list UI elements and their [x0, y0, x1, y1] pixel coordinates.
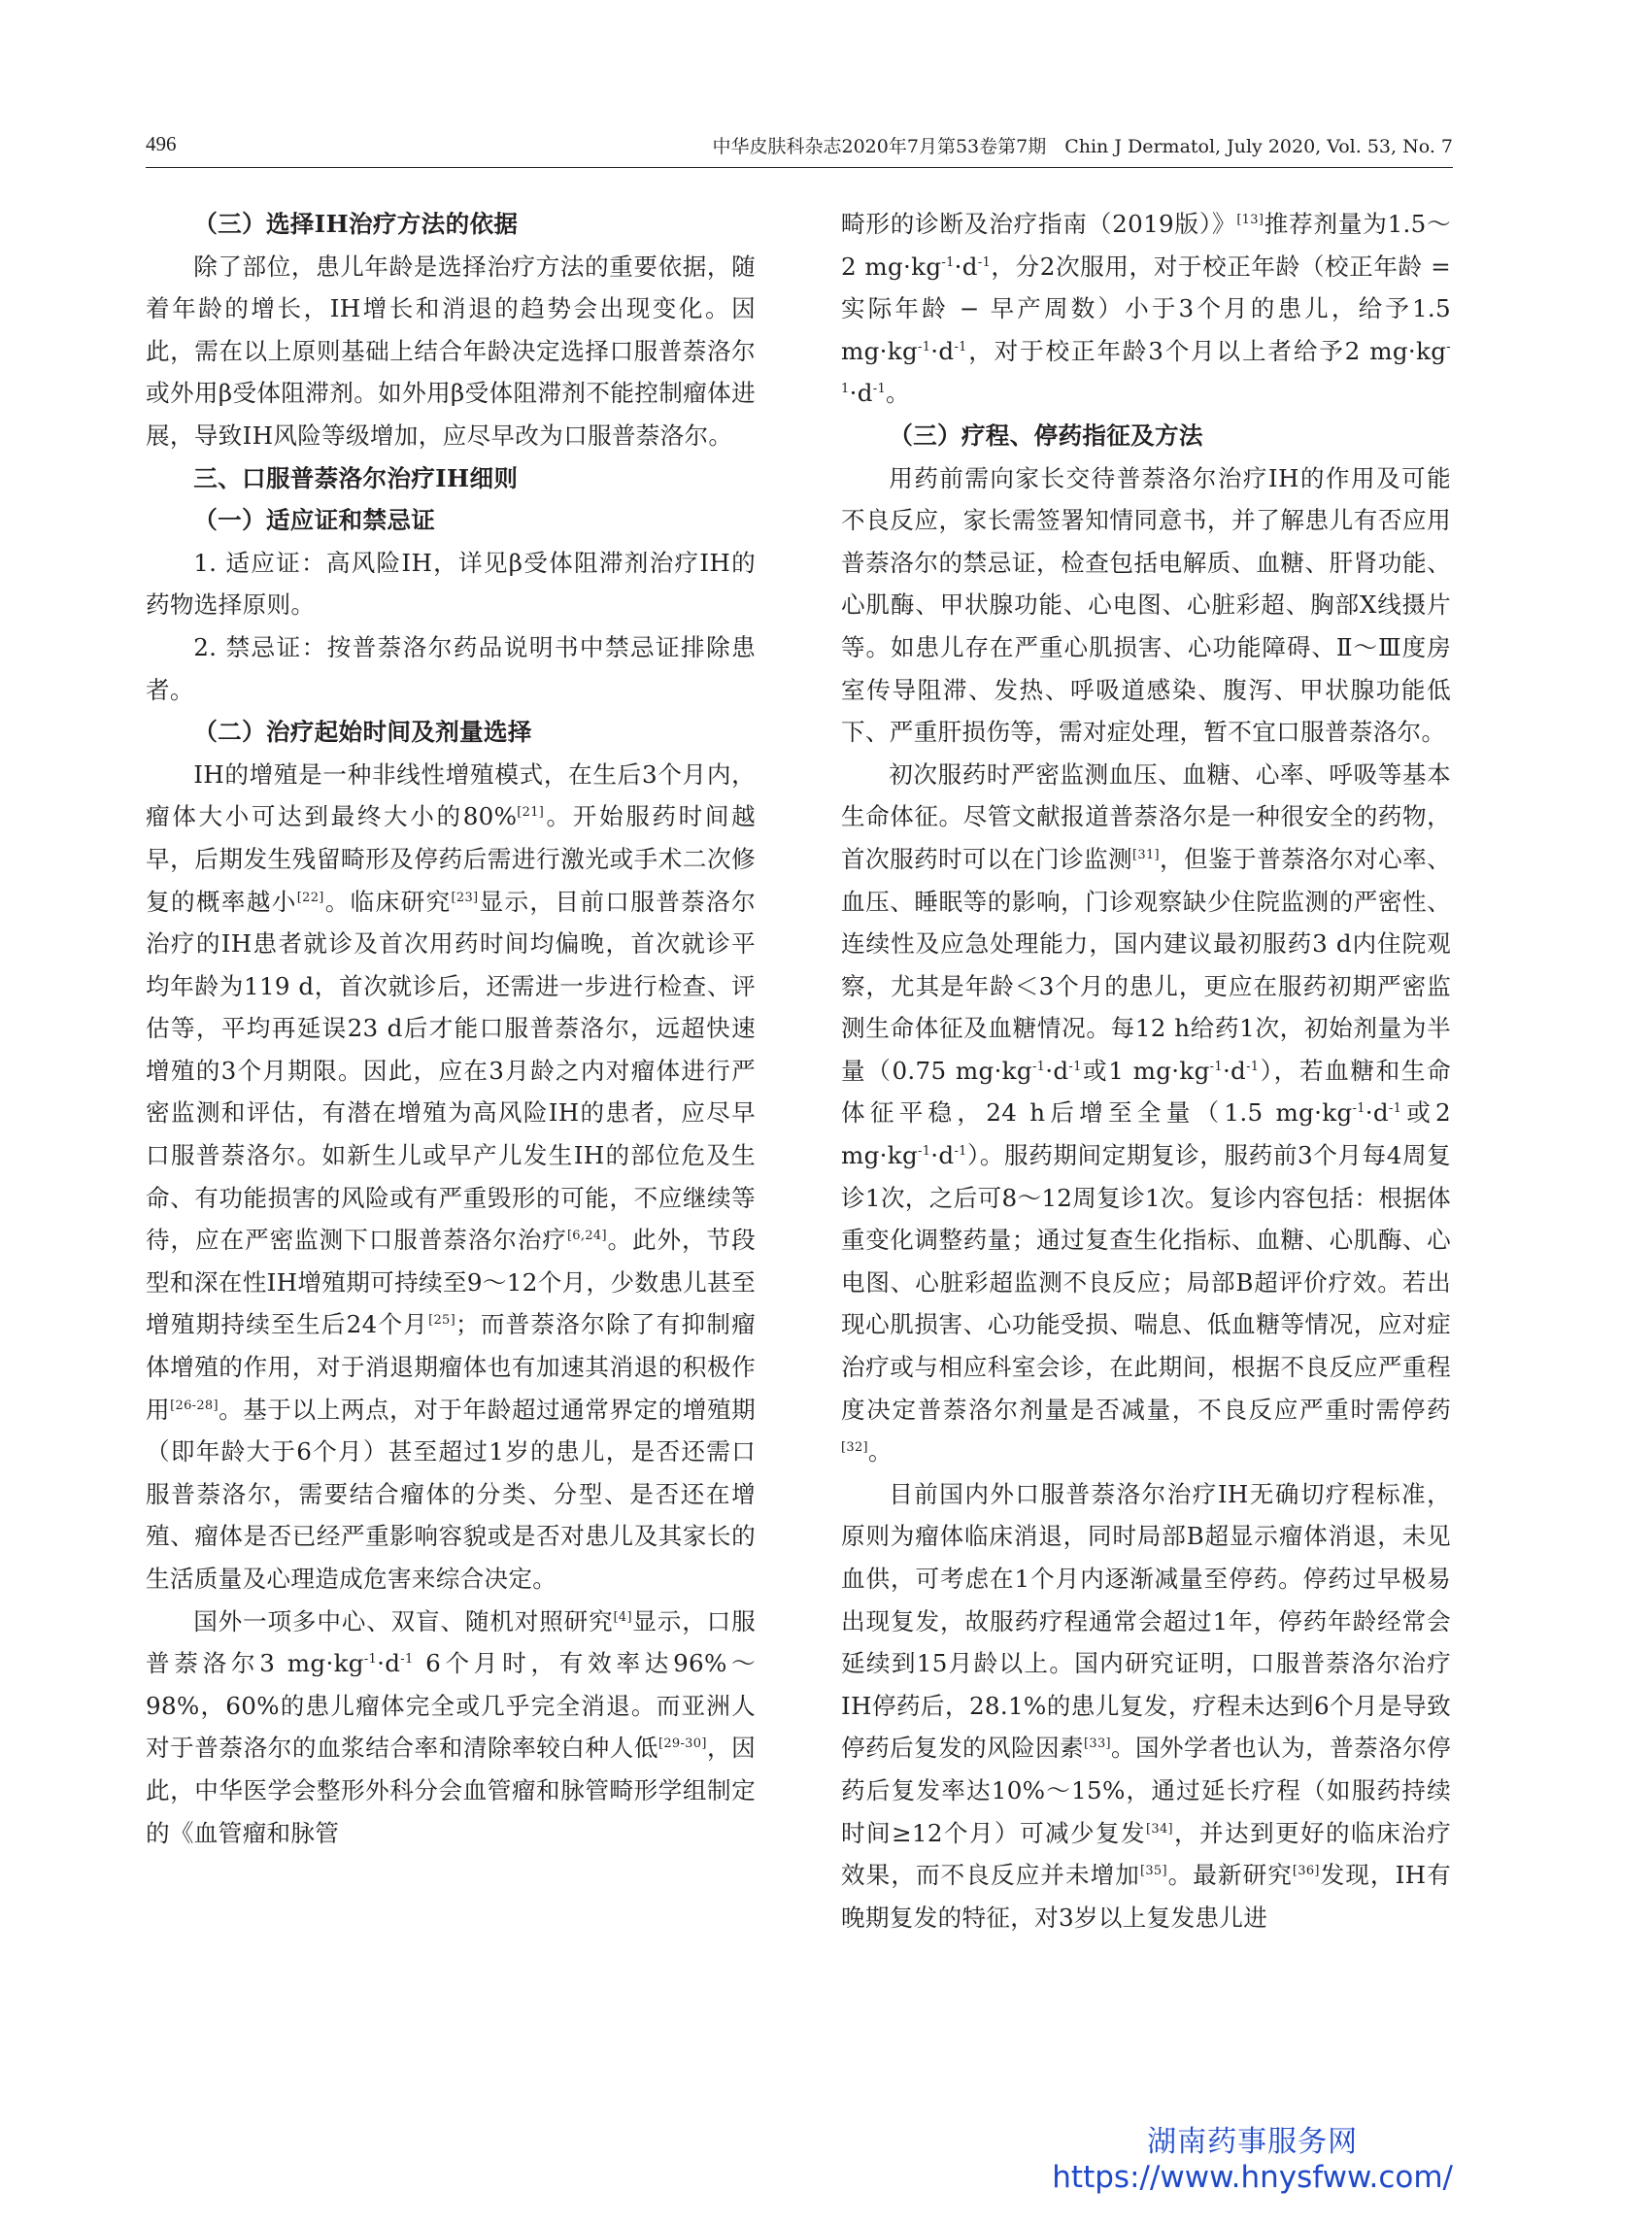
reference-superscript: [32]	[841, 1440, 868, 1456]
section-heading: （二）治疗起始时间及剂量选择	[193, 718, 532, 747]
text-run: 国外一项多中心、双盲、随机对照研究	[193, 1606, 614, 1635]
text-run: 。开始服药时间越早，后期发生残留畸形及停药后需进行激光或手术二次修复的概率越小	[146, 802, 757, 916]
body-paragraph	[146, 1601, 756, 1855]
reference-superscript: [36]	[1292, 1864, 1320, 1879]
section-heading: （三）选择IH治疗方法的依据	[193, 210, 519, 238]
reference-superscript: [21]	[517, 805, 545, 821]
text-run: ，并达到更好的临床治疗效果，而不良反应并未增加	[841, 1818, 1451, 1890]
text-run: ，分2次服用，对于校正年龄（校正年龄 = 实际年龄 − 早产周数）小于3个月的患儿，给予1.5 mg·kg	[841, 252, 1452, 365]
body-paragraph: 用药前需向家长交待普萘洛尔治疗IH的作用及可能不良反应，家长需签署知情同意书，并了解患儿有否应用普萘洛尔的禁忌证，检查包括电解质、血糖、肝肾功能、心肌酶、甲状腺功能、心电图、心脏彩超、胸部X线摄片等。如患儿存在严重心肌损害、心功能障碍、Ⅱ～Ⅲ度房室传导阻滞、发热、呼吸道感染、腹泻、甲状腺功能低下、严重肝损伤等，需对症处理，暂不宜口服普萘洛尔。	[841, 463, 1451, 747]
reference-superscript: -1	[872, 382, 887, 397]
text-run: ·d	[377, 1649, 401, 1678]
text-run: 。此外，节段型和深在性IH增殖期可持续至9～12个月，少数患儿甚至增殖期持续至生后24个月	[146, 1226, 756, 1339]
text-run: 显示，目前口服普萘洛尔治疗的IH患者就诊及首次用药时间均偏晚，首次就诊平均年龄为119 d，首次就诊后，还需进一步进行检查、评估等，平均再延误23 d后才能口服普萘洛尔，远超快速增殖的3个月期限。因此，应在3月龄之内对瘤体进行严密监测和评估，有潜在增殖为高风险IH的患者，应尽早口服普萘洛尔。如新生儿或早产儿发生IH的部位危及生命、有功能损害的风险或有严重毁形的可能，不应继续等待，应在严密监测下口服普萘洛尔治疗	[146, 887, 756, 1255]
section-heading: （三）疗程、停药指征及方法	[889, 421, 1203, 450]
text-run: 或2 mg·kg	[841, 1098, 1451, 1170]
body-paragraph: 2. 禁忌证：按普萘洛尔药品说明书中禁忌证排除患者。	[146, 632, 756, 704]
text-run: ，但鉴于普萘洛尔对心率、血压、睡眠等的影响，门诊观察缺少住院监测的严密性、连续性及应急处理能力，国内建议最初服药3 d内住院观察，尤其是年龄＜3个月的患儿，更应在服药初期严密监测生命体征及血糖情况。每12 h给药1次，初始剂量为半量（0.75 mg·kg	[841, 844, 1451, 1085]
text-run: ·d	[930, 1141, 955, 1170]
reference-superscript: -1	[1352, 1101, 1365, 1117]
text-run: 或1 mg·kg	[1081, 1056, 1210, 1085]
body-paragraph	[146, 754, 756, 1601]
text-run: 目前国内外口服普萘洛尔治疗IH无确切疗程标准，原则为瘤体临床消退，同时局部B超显示瘤体消退，未见血供，可考虑在1个月内逐渐减量至停药。停药过早极易出现复发，故服药疗程通常会超过1年，停药年龄经常会延续到15月龄以上。国内研究证明，口服普萘洛尔治疗IH停药后，28.1%的患儿复发，疗程未达到6个月是导致停药后复发的风险因素	[841, 1479, 1451, 1763]
reference-superscript: -1	[363, 1652, 378, 1668]
reference-superscript: -1	[1068, 1059, 1082, 1074]
text-run: 。最新研究	[1166, 1861, 1293, 1890]
text-run: 推荐剂量为1.5～2 mg·kg	[841, 210, 1451, 281]
text-run: ，因此，中华医学会整形外科分会血管瘤和脉管畸形学组制定的《血管瘤和脉管	[146, 1734, 756, 1847]
text-run: ），若血糖和生命体征平稳，24 h后增至全量（1.5 mg·kg	[841, 1056, 1451, 1128]
watermark	[1052, 2125, 1453, 2195]
text-run: 。国外学者也认为，普萘洛尔停药后复发率达10%～15%，通过延长疗程（如服药持续时间≥12个月）可减少复发	[841, 1734, 1451, 1847]
reference-superscript: [22]	[296, 890, 324, 905]
section-heading: （一）适应证和禁忌证	[193, 506, 436, 535]
reference-superscript: -1	[977, 254, 992, 270]
text-run: 畸形的诊断及治疗指南（2019版）》	[841, 210, 1237, 238]
text-run: ·d	[849, 379, 873, 408]
reference-superscript: -1	[1388, 1101, 1402, 1117]
text-run: ·d	[1045, 1056, 1069, 1085]
reference-superscript: [6,24]	[566, 1229, 607, 1244]
reference-superscript: -1	[1209, 1059, 1223, 1074]
right-column	[841, 203, 1451, 1938]
reference-superscript: -1	[841, 339, 1451, 397]
reference-superscript: [31]	[1132, 847, 1160, 862]
text-run: 。临床研究	[323, 887, 452, 916]
reference-superscript: -1	[954, 339, 967, 354]
reference-superscript: [29-30]	[657, 1736, 707, 1752]
reference-superscript: -1	[1031, 1059, 1046, 1074]
text-run: 。	[886, 379, 910, 408]
text-run: ·d	[954, 252, 978, 281]
text-run: ；而普萘洛尔除了有抑制瘤体增殖的作用，对于消退期瘤体也有加速其消退的积极作用	[146, 1310, 756, 1424]
reference-superscript: [23]	[451, 890, 479, 905]
text-run: ·d	[1222, 1056, 1247, 1085]
reference-superscript: [13]	[1236, 213, 1264, 227]
text-run: 显示，口服普萘洛尔3 mg·kg	[146, 1606, 756, 1678]
reference-superscript: -1	[954, 1144, 967, 1160]
reference-superscript: [34]	[1146, 1821, 1173, 1837]
reference-superscript: [33]	[1084, 1736, 1111, 1752]
text-run: ，对于校正年龄3个月以上者给予2 mg·kg	[966, 336, 1447, 365]
reference-superscript: [26-28]	[170, 1398, 219, 1413]
left-column	[146, 203, 756, 1854]
reference-superscript: [4]	[613, 1609, 632, 1625]
section-heading: 三、口服普萘洛尔治疗IH细则	[193, 463, 519, 492]
running-header	[146, 128, 1453, 168]
reference-superscript: [25]	[428, 1313, 455, 1329]
watermark-site-name: 湖南药事服务网	[1147, 2125, 1359, 2159]
body-paragraph	[841, 754, 1451, 1473]
body-paragraph-continued	[841, 203, 1451, 415]
text-run: 。	[867, 1437, 893, 1466]
journal-citation: 中华皮肤科杂志2020年7月第53卷第7期 Chin J Dermatol, July 2020, Vol. 53, No. 7	[712, 136, 1453, 157]
reference-superscript: -1	[941, 254, 955, 270]
text-run: IH的增殖是一种非线性增殖模式，在生后3个月内，瘤体大小可达到最终大小的80%	[146, 759, 756, 831]
page-number: 496	[146, 132, 177, 155]
reference-superscript: [35]	[1139, 1864, 1167, 1879]
body-paragraph	[841, 1473, 1451, 1939]
reference-superscript: -1	[918, 1144, 931, 1160]
reference-superscript: -1	[918, 339, 931, 354]
text-run: 6个月时，有效率达96%～98%，60%的患儿瘤体完全或几乎完全消退。而亚洲人对于普萘洛尔的血浆结合率和清除率较白种人低	[146, 1649, 756, 1763]
body-paragraph: 除了部位，患儿年龄是选择治疗方法的重要依据，随着年龄的增长，IH增长和消退的趋势会出现变化。因此，需在以上原则基础上结合年龄决定选择口服普萘洛尔或外用β受体阻滞剂。如外用β受体阻滞剂不能控制瘤体进展，导致IH风险等级增加，应尽早改为口服普萘洛尔。	[146, 252, 756, 450]
text-run: 。基于以上两点，对于年龄超过通常界定的增殖期（即年龄大于6个月）甚至超过1岁的患儿，是否还需口服普萘洛尔，需要结合瘤体的分类、分型、是否还在增殖、瘤体是否已经严重影响容貌或是否对患儿及其家长的生活质量及心理造成危害来综合决定。	[146, 1395, 756, 1593]
text-run: ·d	[930, 336, 955, 365]
watermark-url: https://www.hnysfww.com/	[1052, 2160, 1453, 2195]
text-run: ）。服药期间定期复诊，服药前3个月每4周复诊1次，之后可8～12周复诊1次。复诊内容包括：根据体重变化调整药量；通过复查生化指标、血糖、心肌酶、心电图、心脏彩超监测不良反应；局部B超评价疗效。若出现心肌损害、心功能受损、喘息、低血糖等情况，应对症治疗或与相应科室会诊，在此期间，根据不良反应严重程度决定普萘洛尔剂量是否减量，不良反应严重时需停药	[841, 1141, 1451, 1424]
reference-superscript: -1	[1246, 1059, 1260, 1074]
text-run: ·d	[1365, 1098, 1389, 1128]
body-paragraph: 1. 适应证：高风险IH，详见β受体阻滞剂治疗IH的药物选择原则。	[146, 548, 756, 620]
reference-superscript: -1	[400, 1652, 414, 1668]
text-run: 初次服药时严密监测血压、血糖、心率、呼吸等基本生命体征。尽管文献报道普萘洛尔是一种很安全的药物，首次服药时可以在门诊监测	[841, 759, 1451, 873]
text-run: 发现，IH有晚期复发的特征，对3岁以上复发患儿进	[841, 1861, 1451, 1932]
